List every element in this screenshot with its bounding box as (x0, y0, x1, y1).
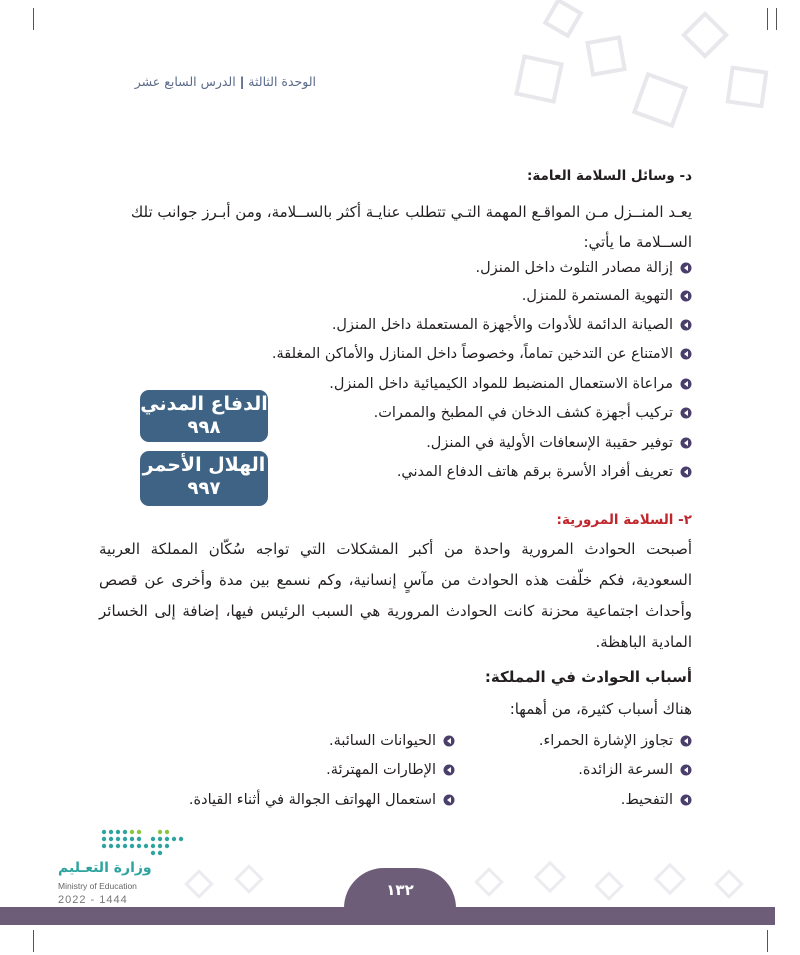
section-d-intro-line1: يعـد المنــزل مـن المواقـع المهمة التـي تتطلب عنايـة أكثر بالســلامة، ومن أبـرز جوانب تلك (130, 203, 692, 221)
ministry-name-en: Ministry of Education (58, 881, 137, 891)
badge-number: ٩٩٨ (187, 417, 221, 438)
header-unit: الوحدة الثالثة (248, 74, 316, 89)
bullet-icon (680, 735, 692, 747)
list-item (522, 288, 692, 304)
page-number: ١٣٢ (344, 868, 456, 908)
list-item (329, 376, 692, 392)
footer-band (0, 907, 775, 925)
list-item-text: تعريف أفراد الأسرة برقم هاتف الدفاع المدني. (396, 464, 673, 480)
list-item (326, 762, 455, 778)
list-item-text: إزالة مصادر التلوث داخل المنزل. (475, 260, 673, 276)
list-item-text: تجاوز الإشارة الحمراء. (538, 733, 673, 749)
list-item-text: الامتناع عن التدخين تماماً، وخصوصاً داخل المنازل والأماكن المغلقة. (271, 346, 673, 362)
header-separator: | (239, 74, 245, 89)
list-item (332, 317, 692, 333)
list-item-text: الإطارات المهترئة. (326, 762, 436, 778)
list-item-text: توفير حقيبة الإسعافات الأولية في المنزل. (426, 435, 673, 451)
decorative-pattern (480, 0, 780, 150)
crop-mark (33, 8, 34, 30)
list-item-text: استعمال الهواتف الجوالة في أثناء القيادة. (188, 792, 436, 808)
section-d-intro-line2: الســلامة ما يأتي: (583, 233, 692, 251)
crop-mark (767, 930, 768, 952)
decorative-pattern (180, 855, 780, 907)
ministry-year: 2022 - 1444 (58, 894, 128, 906)
badge-number: ٩٩٧ (187, 478, 221, 499)
list-item (374, 405, 692, 421)
section-d-title: د- وسائل السلامة العامة: (526, 168, 692, 184)
badge-label: الهلال الأحمر (142, 454, 266, 476)
list-item (189, 792, 455, 808)
list-item-text: مراعاة الاستعمال المنضبط للمواد الكيميائية داخل المنزل. (329, 376, 673, 392)
list-item (578, 762, 692, 778)
bullet-icon (680, 319, 692, 331)
list-item (426, 435, 692, 451)
bullet-icon (680, 794, 692, 806)
list-item-text: الصيانة الدائمة للأدوات والأجهزة المستعملة داخل المنزل. (331, 317, 673, 333)
list-item-text: الحيوانات السائبة. (328, 733, 436, 749)
bullet-icon (680, 378, 692, 390)
list-item (272, 346, 692, 362)
ministry-name-ar: وزارة التعـليم (58, 860, 152, 876)
bullet-icon (680, 764, 692, 776)
bullet-icon (443, 735, 455, 747)
bullet-icon (680, 348, 692, 360)
bullet-icon (680, 407, 692, 419)
bullet-icon (680, 437, 692, 449)
badge-label: الدفاع المدني (140, 393, 268, 415)
causes-title: أسباب الحوادث في المملكة: (484, 668, 692, 686)
section-2-title: ٢- السلامة المرورية: (556, 512, 692, 528)
list-item (397, 464, 692, 480)
ministry-logo-icon (96, 826, 188, 862)
list-item-text: التهوية المستمرة للمنزل. (521, 288, 673, 304)
crop-mark (33, 930, 34, 952)
bullet-icon (680, 290, 692, 302)
bullet-icon (680, 466, 692, 478)
red-crescent-badge (140, 451, 268, 506)
section-2-paragraph: أصبحت الحوادث المرورية واحدة من أكبر المشكلات التي تواجه سُكّان المملكة العربية السعودية، فكم خلّفت هذه الحوادث من مآسٍ إنسانية، وكم نسمع بين مدة وأخرى عن قصص وأحداث اجتماعية محزنة كانت الحوادث المرورية هي السبب الرئيس فيها، إضافة إلى الخسائر المادية الباهظة. (99, 540, 692, 651)
list-item-text: تركيب أجهزة كشف الدخان في المطبخ والممرات. (373, 405, 673, 421)
list-item (329, 733, 455, 749)
list-item (621, 792, 692, 808)
page-header (135, 74, 316, 89)
list-item-text: السرعة الزائدة. (578, 762, 673, 778)
causes-intro: هناك أسباب كثيرة، من أهمها: (509, 700, 692, 718)
list-item (476, 260, 692, 276)
bullet-icon (443, 764, 455, 776)
bullet-icon (680, 262, 692, 274)
civil-defense-badge (140, 390, 268, 442)
header-lesson: الدرس السابع عشر (134, 74, 236, 89)
list-item-text: التفحيط. (620, 792, 673, 808)
bullet-icon (443, 794, 455, 806)
list-item (539, 733, 692, 749)
